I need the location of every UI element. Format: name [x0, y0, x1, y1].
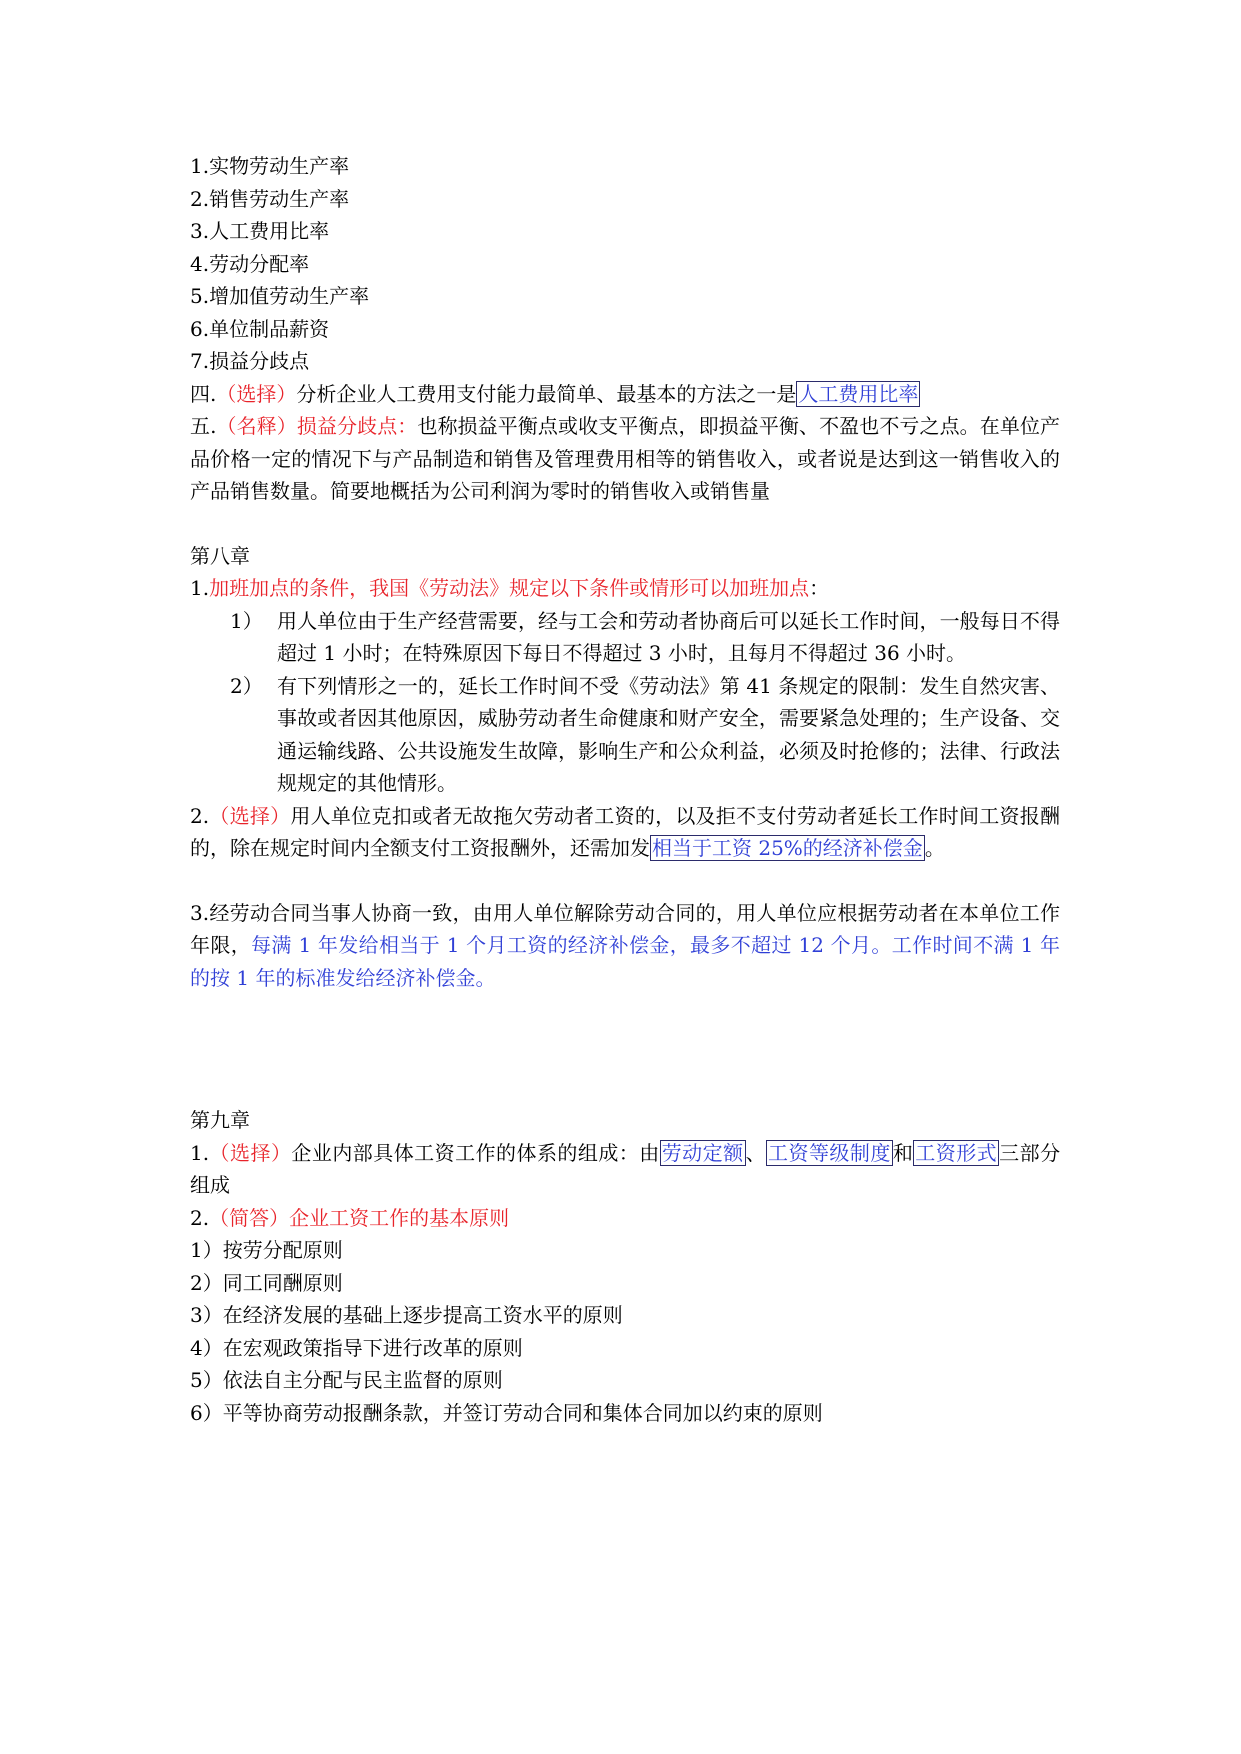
sub-item-text: 用人单位由于生产经营需要，经与工会和劳动者协商后可以延长工作时间，一般每日不得超过 1 小时；在特殊原因下每日不得超过 3 小时，且每月不得超过 36 小时。: [277, 608, 1060, 665]
list-item: 6）平等协商劳动报酬条款，并签订劳动合同和集体合同加以约束的原则: [190, 1400, 823, 1425]
principles-list: [190, 1234, 1060, 1429]
item-highlight: 每满 1 年发给相当于 1 个月工资的经济补偿金，最多不超过 12 个月。工作时间不满 1 年的按 1 年的标准发给经济补偿金。: [190, 933, 1061, 990]
ch8-item-3: [190, 897, 1060, 995]
question-tag: （名释）损益分歧点：: [216, 414, 418, 438]
ch9-item-2-heading: [190, 1202, 1060, 1235]
item-prefix: 2.: [190, 1205, 210, 1230]
separator: 和: [892, 1140, 914, 1165]
list-item: 2.销售劳动生产率: [190, 186, 350, 211]
list-item: 5）依法自主分配与民主监督的原则: [190, 1368, 503, 1392]
question-prefix: 五.: [190, 414, 217, 438]
question-tag: （选择）: [216, 381, 297, 406]
sub-item: [190, 670, 1060, 800]
item-heading: 加班加点的条件，我国《劳动法》规定以下条件或情形可以加班加点: [209, 576, 810, 600]
question-4: [190, 378, 1060, 411]
chapter-9-title: 第九章: [190, 1108, 250, 1132]
sub-item-number: 2）: [230, 673, 263, 698]
ch8-item-2: [190, 800, 1060, 865]
list-item: 4.劳动分配率: [190, 251, 310, 276]
definition-text: 也称损益平衡点或收支平衡点，即损益平衡、不盈也不亏之点。在单位产品价格一定的情况下与产品制造和销售及管理费用相等的销售收入，或者说是达到这一销售收入的产品销售数量。简要地概括为公司利润为零时的销售收入或销售量: [190, 414, 1061, 503]
answer-box: 人工费用比率: [798, 381, 919, 406]
ch8-item-1-heading: [190, 572, 1060, 605]
sub-item-text: 有下列情形之一的，延长工作时间不受《劳动法》第 41 条规定的限制：发生自然灾害、事故或者因其他原因，威胁劳动者生命健康和财产安全，需要紧急处理的；生产设备、交通运输线路、公共设施发生故障，影响生产和公众利益，必须及时抢修的；法律、行政法规规定的其他情形。: [277, 673, 1060, 795]
answer-box: 劳动定额: [661, 1140, 744, 1165]
document-page: [190, 150, 1060, 1429]
question-5: [190, 410, 1060, 508]
item-tag: （选择）: [209, 803, 291, 828]
item-colon: ：: [809, 576, 830, 600]
question-text: 分析企业人工费用支付能力最简单、最基本的方法之一是: [296, 381, 797, 406]
separator: 、: [745, 1140, 767, 1165]
list-item: 3）在经济发展的基础上逐步提高工资水平的原则: [190, 1303, 623, 1327]
item-prefix: 1.: [190, 1140, 210, 1165]
item-text: 3.经劳动合同当事人协商一致，由用人单位解除劳动合同的，用人单位应根据劳动者在本单位工作年限，: [190, 900, 1060, 957]
sub-item: [190, 605, 1060, 670]
list-item: 6.单位制品薪资: [190, 316, 330, 341]
chapter-8-title: 第八章: [190, 543, 250, 568]
item-text: 用人单位克扣或者无故拖欠劳动者工资的，以及拒不支付劳动者延长工作时间工资报酬的，除在规定时间内全额支付工资报酬外，还需加发: [190, 803, 1061, 860]
sub-item-number: 1）: [230, 608, 263, 633]
item-prefix: 1.: [190, 576, 210, 600]
item-tag: （选择）: [209, 1140, 292, 1165]
question-prefix: 四.: [190, 381, 217, 406]
indicator-list: [190, 150, 1060, 378]
list-item: 7.损益分歧点: [190, 349, 310, 373]
list-item: 2）同工同酬原则: [190, 1270, 343, 1295]
answer-box: 相当于工资 25%的经济补偿金: [652, 836, 923, 860]
list-item: 4）在宏观政策指导下进行改革的原则: [190, 1335, 523, 1360]
answer-box: 工资等级制度: [768, 1140, 891, 1165]
list-item: 3.人工费用比率: [190, 219, 330, 243]
answer-box: 工资形式: [915, 1140, 998, 1165]
item-end: 。: [924, 836, 945, 860]
item-end: 三部分组成: [190, 1140, 1061, 1197]
item-heading: （简答）企业工资工作的基本原则: [209, 1205, 510, 1230]
item-prefix: 2.: [190, 803, 210, 828]
ch9-item-1: [190, 1137, 1060, 1202]
list-item: 5.增加值劳动生产率: [190, 284, 370, 308]
item-text: 企业内部具体工资工作的体系的组成：由: [291, 1140, 660, 1165]
list-item: 1）按劳分配原则: [190, 1238, 343, 1262]
list-item: 1.实物劳动生产率: [190, 154, 350, 178]
